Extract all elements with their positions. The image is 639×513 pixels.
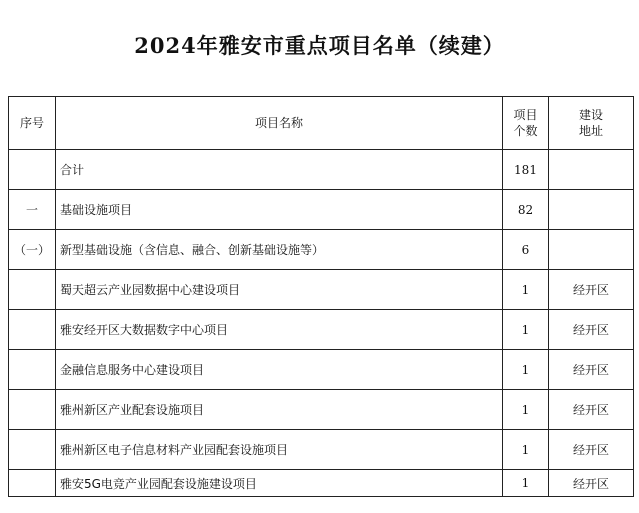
row-count: 1 xyxy=(503,270,549,310)
table-header-row xyxy=(9,97,634,150)
table-row xyxy=(9,270,634,310)
table-row xyxy=(9,430,634,470)
row-location: 经开区 xyxy=(549,310,634,350)
row-location: 经开区 xyxy=(549,390,634,430)
header-seq: 序号 xyxy=(9,97,56,150)
header-loc-line1: 建设 xyxy=(578,108,603,122)
table-row xyxy=(9,350,634,390)
row-seq: （一） xyxy=(9,230,56,270)
header-location xyxy=(549,97,634,150)
row-location xyxy=(549,190,634,230)
header-count-line1: 项目 xyxy=(513,108,538,122)
project-table xyxy=(8,96,634,497)
row-name: 新型基础设施（含信息、融合、创新基础设施等） xyxy=(56,230,503,270)
row-location: 经开区 xyxy=(549,430,634,470)
row-seq: 一 xyxy=(9,190,56,230)
row-location xyxy=(549,230,634,270)
row-count: 6 xyxy=(503,230,549,270)
row-name: 雅州新区电子信息材料产业园配套设施项目 xyxy=(56,430,503,470)
table-row xyxy=(9,310,634,350)
row-seq xyxy=(9,150,56,190)
row-count: 181 xyxy=(503,150,549,190)
row-name: 蜀天超云产业园数据中心建设项目 xyxy=(56,270,503,310)
row-name: 基础设施项目 xyxy=(56,190,503,230)
row-name: 雅安经开区大数据数字中心项目 xyxy=(56,310,503,350)
row-name: 合计 xyxy=(56,150,503,190)
header-name: 项目名称 xyxy=(56,97,503,150)
document-title: 2024年雅安市重点项目名单（续建） xyxy=(134,33,505,58)
row-name: 雅州新区产业配套设施项目 xyxy=(56,390,503,430)
row-location xyxy=(549,150,634,190)
table-row xyxy=(9,470,634,497)
table-row xyxy=(9,390,634,430)
row-seq xyxy=(9,470,56,497)
row-count: 1 xyxy=(503,470,549,497)
row-location: 经开区 xyxy=(549,350,634,390)
row-count: 1 xyxy=(503,390,549,430)
table-row xyxy=(9,230,634,270)
row-seq xyxy=(9,350,56,390)
row-count: 1 xyxy=(503,350,549,390)
row-location: 经开区 xyxy=(549,270,634,310)
row-name: 金融信息服务中心建设项目 xyxy=(56,350,503,390)
row-count: 1 xyxy=(503,430,549,470)
row-name: 雅安5G电竞产业园配套设施建设项目 xyxy=(56,470,503,497)
header-count-line2: 个数 xyxy=(513,124,538,138)
row-count: 82 xyxy=(503,190,549,230)
row-seq xyxy=(9,270,56,310)
header-loc-line2: 地址 xyxy=(578,124,603,138)
row-count: 1 xyxy=(503,310,549,350)
header-count xyxy=(503,97,549,150)
table-row xyxy=(9,150,634,190)
row-seq xyxy=(9,430,56,470)
row-seq xyxy=(9,310,56,350)
row-seq xyxy=(9,390,56,430)
table-row xyxy=(9,190,634,230)
row-location: 经开区 xyxy=(549,470,634,497)
